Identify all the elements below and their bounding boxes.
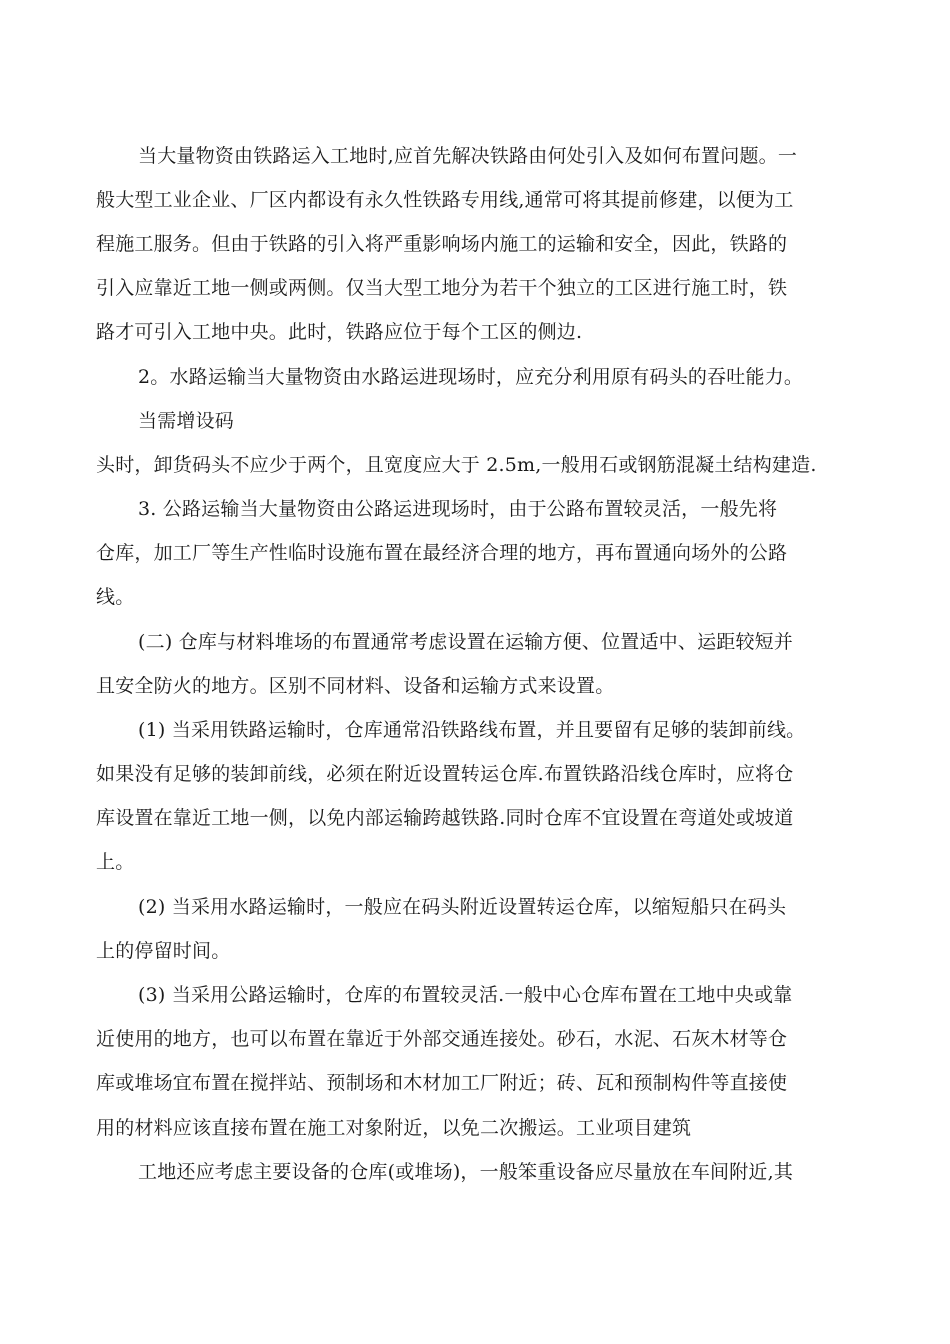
paragraph-line: 引入应靠近工地一侧或两侧。仅当大型工地分为若干个独立的工区进行施工时，铁 — [96, 277, 788, 299]
paragraph-line: (2) 当采用水路运输时，一般应在码头附近设置转运仓库，以缩短船只在码头 — [138, 896, 787, 918]
paragraph-line: 工地还应考虑主要设备的仓库(或堆场)，一般笨重设备应尽量放在车间附近,其 — [138, 1161, 794, 1183]
paragraph-line: 般大型工业企业、厂区内都设有永久性铁路专用线,通常可将其提前修建，以便为工 — [96, 189, 794, 211]
paragraph-line: (3) 当采用公路运输时，仓库的布置较灵活.一般中心仓库布置在工地中央或靠 — [138, 984, 793, 1006]
paragraph-line: 且安全防火的地方。区别不同材料、设备和运输方式来设置。 — [96, 675, 615, 697]
paragraph-line: 上。 — [96, 851, 135, 873]
paragraph-line: (1) 当采用铁路运输时，仓库通常沿铁路线布置，并且要留有足够的装卸前线。 — [138, 719, 806, 741]
paragraph-line: 路才可引入工地中央。此时，铁路应位于每个工区的侧边. — [96, 321, 583, 343]
paragraph-line: 仓库，加工厂等生产性临时设施布置在最经济合理的地方，再布置通向场外的公路 — [96, 542, 788, 564]
paragraph-line: 上的停留时间。 — [96, 940, 231, 962]
paragraph-line: 2。水路运输当大量物资由水路运进现场时，应充分利用原有码头的吞吐能力。 — [138, 366, 804, 388]
paragraph-line: 程施工服务。但由于铁路的引入将严重影响场内施工的运输和安全，因此，铁路的 — [96, 233, 788, 255]
paragraph-line: 用的材料应该直接布置在施工对象附近，以免二次搬运。工业项目建筑 — [96, 1117, 692, 1139]
paragraph-line: 如果没有足够的装卸前线，必须在附近设置转运仓库.布置铁路沿线仓库时，应将仓 — [96, 763, 794, 785]
paragraph-line: 库设置在靠近工地一侧，以免内部运输跨越铁路.同时仓库不宜设置在弯道处或坡道 — [96, 807, 794, 829]
paragraph-line: 当需增设码 — [138, 410, 235, 432]
paragraph-line: (二) 仓库与材料堆场的布置通常考虑设置在运输方便、位置适中、运距较短并 — [138, 631, 794, 653]
paragraph-line: 3. 公路运输当大量物资由公路运进现场时，由于公路布置较灵活，一般先将 — [138, 498, 778, 520]
paragraph-line: 头时，卸货码头不应少于两个，且宽度应大于 2.5m,一般用石或钢筋混凝土结构建造. — [96, 454, 817, 476]
paragraph-line: 当大量物资由铁路运入工地时,应首先解决铁路由何处引入及如何布置问题。一 — [138, 145, 798, 167]
paragraph-line: 近使用的地方，也可以布置在靠近于外部交通连接处。砂石，水泥、石灰木材等仓 — [96, 1028, 788, 1050]
paragraph-line: 线。 — [96, 586, 135, 608]
paragraph-line: 库或堆场宜布置在搅拌站、预制场和木材加工厂附近；砖、瓦和预制构件等直接使 — [96, 1072, 788, 1094]
